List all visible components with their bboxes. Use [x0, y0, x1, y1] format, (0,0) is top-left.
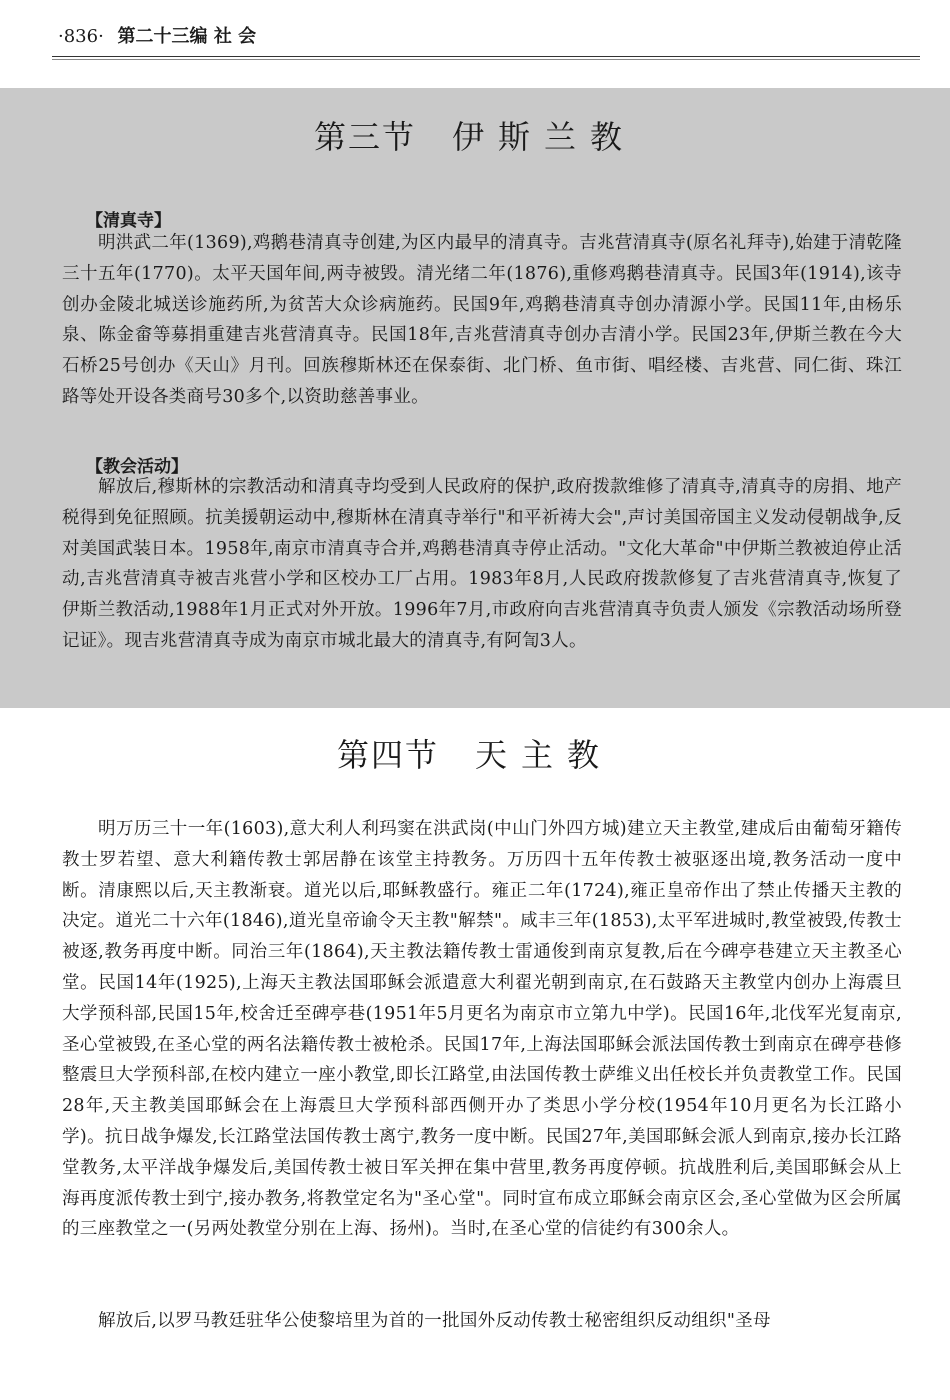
subsection-mosque-text: 明洪武二年(1369),鸡鹅巷清真寺创建,为区内最早的清真寺。吉兆营清真寺(原名礼拜寺),始建于清乾隆三十五年(1770)。太平天国年间,两寺被毁。清光绪二年(1876),重修鸡鹅巷清真寺。民国3年(1914),该寺创办金陵北城送诊施药所,为贫苦大众诊病施药。民国9年,鸡鹅巷清真寺创办清源小学。民国11年,由杨乐泉、陈金畲等募捐重建吉兆营清真寺。民国18年,吉兆营清真寺创办吉清小学。民国23年,伊斯兰教在今大石桥25号创办《天山》月刊。回族穆斯林还在保泰街、北门桥、鱼市街、唱经楼、吉兆营、同仁街、珠江路等处开设各类商号30多个,以资助慈善事业。: [62, 233, 902, 407]
header-rule-thin: [52, 59, 920, 60]
subsection-activities-text: 解放后,穆斯林的宗教活动和清真寺均受到人民政府的保护,政府拨款维修了清真寺,清真寺的房捐、地产税得到免征照顾。抗美援朝运动中,穆斯林在清真寺举行"和平祈祷大会",声讨美国帝国主义发动侵朝战争,反对美国武装日本。1958年,南京市清真寺合并,鸡鹅巷清真寺停止活动。"文化大革命"中伊斯兰教被迫停止活动,吉兆营清真寺被吉兆营小学和区校办工厂占用。1983年8月,人民政府拨款修复了吉兆营清真寺,恢复了伊斯兰教活动,1988年1月正式对外开放。1996年7月,市政府向吉兆营清真寺负责人颁发《宗教活动场所登记证》。现吉兆营清真寺成为南京市城北最大的清真寺,有阿訇3人。: [62, 477, 902, 651]
section-4-paragraph-2: 解放后,以罗马教廷驻华公使黎培里为首的一批国外反动传教士秘密组织反动组织"圣母: [98, 1311, 771, 1331]
section-3-title: [0, 112, 950, 158]
section-3-number: 第三节: [313, 118, 416, 156]
section-3-name: 伊斯兰教: [452, 118, 637, 156]
subsection-mosque-heading: 【清真寺】: [86, 211, 171, 231]
page-number: ·836·: [58, 26, 104, 47]
subsection-activities-heading: 【教会活动】: [86, 457, 188, 477]
section-4-name: 天主教: [475, 736, 614, 774]
header-rule: [52, 56, 920, 57]
running-head: [58, 22, 898, 52]
section-4-paragraph-1: 明万历三十一年(1603),意大利人利玛窦在洪武岗(中山门外四方城)建立天主教堂,建成后由葡萄牙籍传教士罗若望、意大利籍传教士郭居静在该堂主持教务。万历四十五年传教士被驱逐出境,教务活动一度中断。清康熙以后,天主教渐衰。道光以后,耶稣教盛行。雍正二年(1724),雍正皇帝作出了禁止传播天主教的决定。道光二十六年(1846),道光皇帝谕令天主教"解禁"。咸丰三年(1853),太平军进城时,教堂被毁,传教士被逐,教务再度中断。同治三年(1864),天主教法籍传教士雷通俊到南京复教,后在今碑亭巷建立天主教圣心堂。民国14年(1925),上海天主教法国耶稣会派遣意大利翟光朝到南京,在石鼓路天主教堂内创办上海震旦大学预科部,民国15年,校舍迁至碑亭巷(1951年5月更名为南京市立第九中学)。民国16年,北伐军光复南京,圣心堂被毁,在圣心堂的两名法籍传教士被枪杀。民国17年,上海法国耶稣会派法国传教士到南京在碑亭巷修整震旦大学预科部,在校内建立一座小教堂,即长江路堂,由法国传教士萨维义出任校长并负责教堂工作。民国28年,天主教美国耶稣会在上海震旦大学预科部西侧开办了类思小学分校(1954年10月更名为长江路小学)。抗日战争爆发,长江路堂法国传教士离宁,教务一度中断。民国27年,美国耶稣会派人到南京,接办长江路堂教务,太平洋战争爆发后,美国传教士被日军关押在集中营里,教务再度停顿。抗战胜利后,美国耶稣会从上海再度派传教士到宁,接办教务,将教堂定名为"圣心堂"。同时宣布成立耶稣会南京区会,圣心堂做为区会所属的三座教堂之一(另两处教堂分别在上海、扬州)。当时,在圣心堂的信徒约有300余人。: [62, 819, 902, 1240]
section-4-title: [0, 730, 950, 776]
chapter-title: 第二十三编 社 会: [117, 26, 257, 47]
section-4-number: 第四节: [336, 736, 439, 774]
